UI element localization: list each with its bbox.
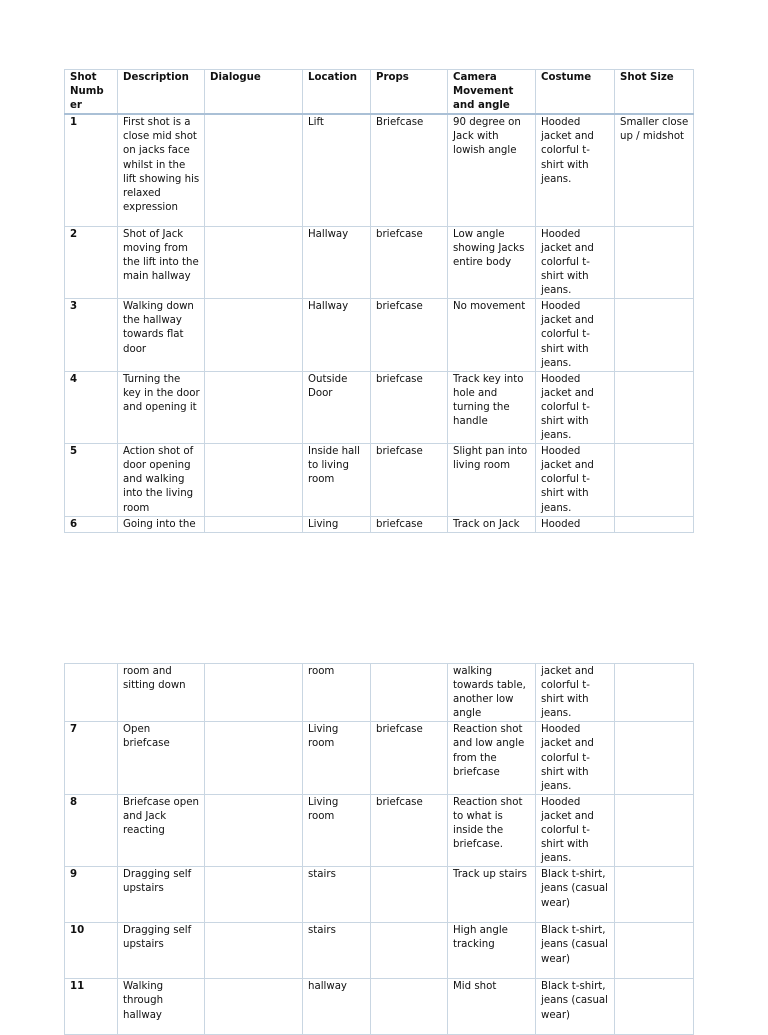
shot-number bbox=[65, 664, 118, 722]
description-cell: Dragging self upstairs bbox=[118, 867, 205, 923]
shot-number: 11 bbox=[65, 979, 118, 1035]
dialogue-cell bbox=[205, 114, 303, 226]
description-cell: Walking through hallway bbox=[118, 979, 205, 1035]
camera-cell: High angle tracking bbox=[448, 923, 536, 979]
camera-cell: walking towards table, another low angle bbox=[448, 664, 536, 722]
props-cell: briefcase bbox=[371, 722, 448, 794]
props-cell: briefcase bbox=[371, 516, 448, 532]
camera-cell: Low angle showing Jacks entire body bbox=[448, 226, 536, 298]
shot-size-cell bbox=[615, 867, 694, 923]
shot-number: 2 bbox=[65, 226, 118, 298]
props-cell bbox=[371, 923, 448, 979]
shot-size-cell bbox=[615, 923, 694, 979]
header-camera: Camera Movement and angle bbox=[448, 70, 536, 115]
description-cell: Shot of Jack moving from the lift into the main hallway bbox=[118, 226, 205, 298]
dialogue-cell bbox=[205, 444, 303, 516]
costume-cell: jacket and colorful t-shirt with jeans. bbox=[536, 664, 615, 722]
location-cell: Inside hall to living room bbox=[303, 444, 371, 516]
props-cell bbox=[371, 664, 448, 722]
props-cell: briefcase bbox=[371, 444, 448, 516]
shot-size-cell bbox=[615, 664, 694, 722]
camera-cell: Track up stairs bbox=[448, 867, 536, 923]
props-cell bbox=[371, 867, 448, 923]
dialogue-cell bbox=[205, 722, 303, 794]
props-cell: briefcase bbox=[371, 299, 448, 371]
shot-number: 4 bbox=[65, 371, 118, 443]
camera-cell: Track on Jack bbox=[448, 516, 536, 532]
shot-number: 6 bbox=[65, 516, 118, 532]
table-row bbox=[65, 923, 694, 979]
shot-size-cell bbox=[615, 979, 694, 1035]
shot-number: 7 bbox=[65, 722, 118, 794]
camera-cell: Slight pan into living room bbox=[448, 444, 536, 516]
table-row bbox=[65, 794, 694, 866]
header-shot-number: Shot Numb er bbox=[65, 70, 118, 115]
dialogue-cell bbox=[205, 664, 303, 722]
description-cell: room and sitting down bbox=[118, 664, 205, 722]
shot-number: 8 bbox=[65, 794, 118, 866]
costume-cell: Black t-shirt, jeans (casual wear) bbox=[536, 923, 615, 979]
costume-cell: Black t-shirt, jeans (casual wear) bbox=[536, 979, 615, 1035]
props-cell: briefcase bbox=[371, 226, 448, 298]
location-cell: stairs bbox=[303, 867, 371, 923]
shot-size-cell: Smaller close up / midshot bbox=[615, 114, 694, 226]
header-dialogue: Dialogue bbox=[205, 70, 303, 115]
location-cell: Living room bbox=[303, 794, 371, 866]
header-shot-size: Shot Size bbox=[615, 70, 694, 115]
camera-cell: 90 degree on Jack with lowish angle bbox=[448, 114, 536, 226]
header-description: Description bbox=[118, 70, 205, 115]
description-cell: Open briefcase bbox=[118, 722, 205, 794]
location-cell: hallway bbox=[303, 979, 371, 1035]
table-row bbox=[65, 867, 694, 923]
location-cell: Hallway bbox=[303, 226, 371, 298]
shot-list-table-page-2 bbox=[64, 663, 694, 1035]
table-row bbox=[65, 371, 694, 443]
shot-size-cell bbox=[615, 371, 694, 443]
costume-cell: Hooded bbox=[536, 516, 615, 532]
costume-cell: Hooded jacket and colorful t-shirt with jeans. bbox=[536, 444, 615, 516]
costume-cell: Hooded jacket and colorful t-shirt with jeans. bbox=[536, 299, 615, 371]
description-cell: Dragging self upstairs bbox=[118, 923, 205, 979]
shot-size-cell bbox=[615, 722, 694, 794]
shot-number: 3 bbox=[65, 299, 118, 371]
description-cell: Turning the key in the door and opening it bbox=[118, 371, 205, 443]
shot-number: 10 bbox=[65, 923, 118, 979]
props-cell: briefcase bbox=[371, 371, 448, 443]
dialogue-cell bbox=[205, 794, 303, 866]
description-cell: Action shot of door opening and walking into the living room bbox=[118, 444, 205, 516]
costume-cell: Hooded jacket and colorful t-shirt with jeans. bbox=[536, 722, 615, 794]
location-cell: Living room bbox=[303, 722, 371, 794]
costume-cell: Hooded jacket and colorful t-shirt with jeans. bbox=[536, 114, 615, 226]
shot-size-cell bbox=[615, 444, 694, 516]
props-cell: briefcase bbox=[371, 794, 448, 866]
table-row bbox=[65, 114, 694, 226]
camera-cell: Mid shot bbox=[448, 979, 536, 1035]
table-row bbox=[65, 979, 694, 1035]
description-cell: Walking down the hallway towards flat door bbox=[118, 299, 205, 371]
header-location: Location bbox=[303, 70, 371, 115]
dialogue-cell bbox=[205, 923, 303, 979]
shot-number: 1 bbox=[65, 114, 118, 226]
shot-number: 5 bbox=[65, 444, 118, 516]
dialogue-cell bbox=[205, 371, 303, 443]
table-row bbox=[65, 299, 694, 371]
location-cell: stairs bbox=[303, 923, 371, 979]
costume-cell: Hooded jacket and colorful t-shirt with jeans. bbox=[536, 226, 615, 298]
table-row bbox=[65, 722, 694, 794]
location-cell: Outside Door bbox=[303, 371, 371, 443]
location-cell: Lift bbox=[303, 114, 371, 226]
costume-cell: Hooded jacket and colorful t-shirt with jeans. bbox=[536, 371, 615, 443]
header-row bbox=[65, 70, 694, 115]
header-props: Props bbox=[371, 70, 448, 115]
description-cell: Going into the bbox=[118, 516, 205, 532]
location-cell: room bbox=[303, 664, 371, 722]
description-cell: Briefcase open and Jack reacting bbox=[118, 794, 205, 866]
dialogue-cell bbox=[205, 867, 303, 923]
location-cell: Living bbox=[303, 516, 371, 532]
dialogue-cell bbox=[205, 226, 303, 298]
header-costume: Costume bbox=[536, 70, 615, 115]
camera-cell: Reaction shot and low angle from the briefcase bbox=[448, 722, 536, 794]
costume-cell: Black t-shirt, jeans (casual wear) bbox=[536, 867, 615, 923]
dialogue-cell bbox=[205, 979, 303, 1035]
description-cell: First shot is a close mid shot on jacks face whilst in the lift showing his relaxed expression bbox=[118, 114, 205, 226]
shot-number: 9 bbox=[65, 867, 118, 923]
table-row bbox=[65, 444, 694, 516]
props-cell bbox=[371, 979, 448, 1035]
costume-cell: Hooded jacket and colorful t-shirt with jeans. bbox=[536, 794, 615, 866]
shot-list-table-page-1 bbox=[64, 69, 694, 533]
page-break-gap bbox=[0, 520, 768, 660]
camera-cell: Reaction shot to what is inside the briefcase. bbox=[448, 794, 536, 866]
camera-cell: No movement bbox=[448, 299, 536, 371]
shot-size-cell bbox=[615, 226, 694, 298]
props-cell: Briefcase bbox=[371, 114, 448, 226]
dialogue-cell bbox=[205, 299, 303, 371]
camera-cell: Track key into hole and turning the handle bbox=[448, 371, 536, 443]
shot-size-cell bbox=[615, 299, 694, 371]
table-row bbox=[65, 226, 694, 298]
table-row bbox=[65, 664, 694, 722]
shot-size-cell bbox=[615, 794, 694, 866]
location-cell: Hallway bbox=[303, 299, 371, 371]
